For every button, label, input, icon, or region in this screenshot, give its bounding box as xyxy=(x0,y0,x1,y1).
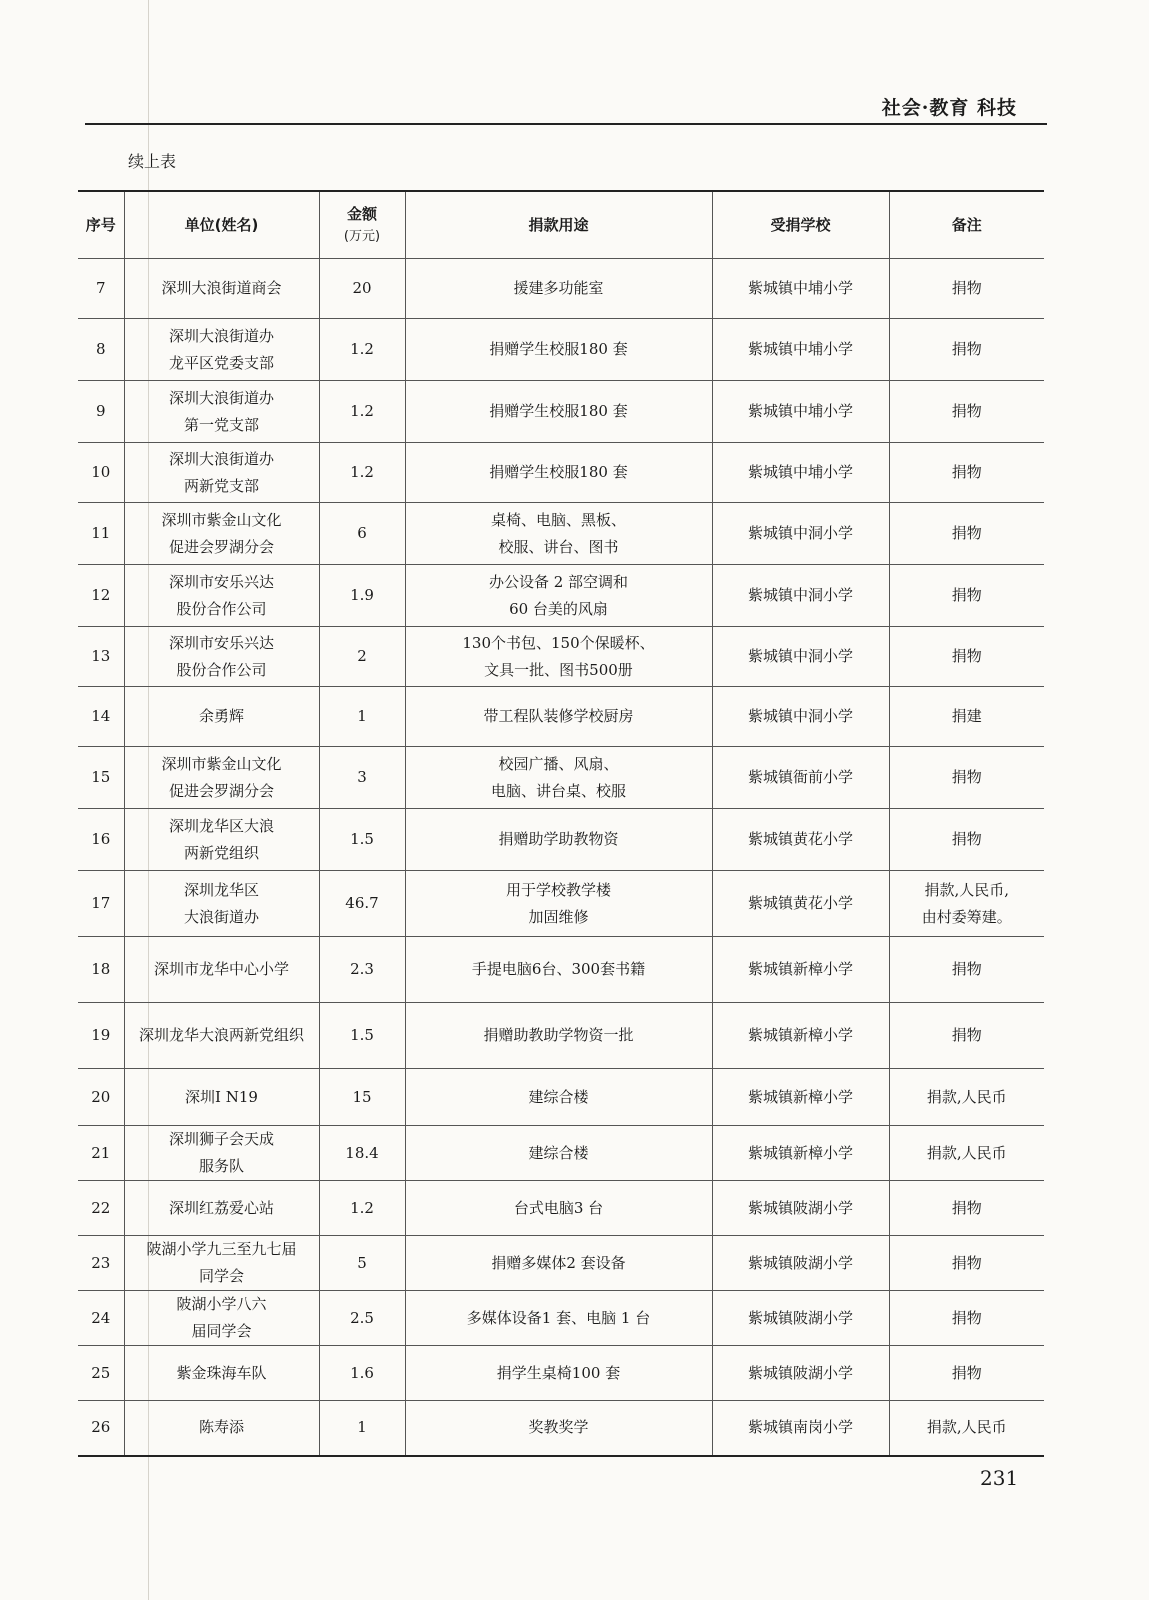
cell-note-line: 捐物 xyxy=(951,960,982,978)
cell-note-line: 捐物 xyxy=(951,402,982,420)
page-header xyxy=(85,93,1047,125)
cell-seq: 17 xyxy=(78,871,124,937)
cell-note xyxy=(889,1126,1044,1181)
cell-note xyxy=(889,1069,1044,1126)
cell-purpose xyxy=(405,747,712,809)
cell-unit xyxy=(124,1181,319,1236)
cell-unit-line: 深圳红荔爱心站 xyxy=(168,1198,274,1217)
cell-unit-line: 深圳大浪街道商会 xyxy=(161,279,282,297)
cell-purpose xyxy=(405,627,712,687)
header-note: 备注 xyxy=(889,191,1044,259)
cell-unit xyxy=(124,809,319,871)
cell-note xyxy=(889,319,1044,381)
cell-school: 紫城镇南岗小学 xyxy=(712,1401,889,1456)
cell-purpose xyxy=(405,1401,712,1456)
cell-note xyxy=(889,1291,1044,1346)
cell-note xyxy=(889,1346,1044,1401)
cell-unit xyxy=(124,1346,319,1401)
cell-purpose-line: 用于学校教学楼 xyxy=(505,880,611,899)
cell-unit-line: 龙平区党委支部 xyxy=(168,353,274,372)
cell-seq: 15 xyxy=(78,747,124,809)
cell-note xyxy=(889,443,1044,503)
cell-note-line: 捐物 xyxy=(951,1363,982,1382)
cell-school: 紫城镇陂湖小学 xyxy=(712,1181,889,1236)
cell-purpose xyxy=(405,319,712,381)
cell-amount: 1.2 xyxy=(319,1181,405,1236)
cell-purpose-line: 办公设备 2 部空调和 xyxy=(488,572,629,591)
cell-amount: 1.5 xyxy=(319,1003,405,1069)
cell-amount: 2.5 xyxy=(319,1291,405,1346)
cell-unit-line: 深圳狮子会天成 xyxy=(168,1130,274,1148)
cell-unit xyxy=(124,1003,319,1069)
cell-school: 紫城镇新樟小学 xyxy=(712,1003,889,1069)
cell-unit xyxy=(124,381,319,443)
table-header-row xyxy=(78,191,1044,259)
cell-school: 紫城镇新樟小学 xyxy=(712,937,889,1003)
cell-unit xyxy=(124,937,319,1003)
cell-amount: 20 xyxy=(319,259,405,319)
cell-note xyxy=(889,503,1044,565)
cell-amount: 1.2 xyxy=(319,319,405,381)
cell-purpose-line: 多媒体设备1 套、电脑 1 台 xyxy=(466,1308,651,1327)
cell-school: 紫城镇中洞小学 xyxy=(712,565,889,627)
table-row xyxy=(78,1126,1044,1181)
cell-purpose-line: 捐赠学生校服180 套 xyxy=(489,463,628,481)
cell-school: 紫城镇中洞小学 xyxy=(712,627,889,687)
cell-seq: 22 xyxy=(78,1181,124,1236)
table-row xyxy=(78,503,1044,565)
cell-purpose xyxy=(405,1291,712,1346)
table-row xyxy=(78,747,1044,809)
cell-unit-line: 陈寿添 xyxy=(198,1418,244,1437)
cell-note-line: 捐物 xyxy=(951,1198,982,1217)
cell-note-line: 捐款,人民币 xyxy=(926,1418,1007,1437)
cell-note-line: 捐物 xyxy=(951,586,982,604)
cell-purpose-line: 捐赠多媒体2 套设备 xyxy=(491,1253,626,1272)
cell-seq: 18 xyxy=(78,937,124,1003)
cell-amount: 1 xyxy=(319,687,405,747)
cell-amount: 15 xyxy=(319,1069,405,1126)
cell-unit-line: 深圳大浪街道办 xyxy=(168,449,274,468)
cell-unit-line: 深圳大浪街道办 xyxy=(168,326,274,345)
cell-purpose xyxy=(405,687,712,747)
cell-purpose-line: 130个书包、150个保暖杯、 xyxy=(462,633,655,652)
cell-note xyxy=(889,627,1044,687)
cell-note xyxy=(889,1401,1044,1456)
cell-amount: 1.2 xyxy=(319,381,405,443)
cell-note-line: 捐物 xyxy=(951,830,982,848)
cell-note xyxy=(889,687,1044,747)
table-row xyxy=(78,319,1044,381)
cell-seq: 14 xyxy=(78,687,124,747)
table-row xyxy=(78,809,1044,871)
cell-note-line: 由村委筹建。 xyxy=(921,907,1012,926)
cell-amount: 1.5 xyxy=(319,809,405,871)
cell-amount: 46.7 xyxy=(319,871,405,937)
cell-seq: 7 xyxy=(78,259,124,319)
cell-unit xyxy=(124,627,319,687)
cell-school: 紫城镇中洞小学 xyxy=(712,687,889,747)
table-row xyxy=(78,871,1044,937)
cell-purpose-line: 奖教奖学 xyxy=(528,1418,589,1437)
header-amount-label: 金额 xyxy=(346,205,377,223)
cell-note-line: 捐建 xyxy=(951,707,982,725)
table-row xyxy=(78,1401,1044,1456)
cell-school: 紫城镇陂湖小学 xyxy=(712,1236,889,1291)
cell-amount: 6 xyxy=(319,503,405,565)
cell-note xyxy=(889,259,1044,319)
cell-purpose-line: 建综合楼 xyxy=(528,1143,589,1162)
cell-unit-line: 大浪街道办 xyxy=(183,907,259,926)
page-number: 231 xyxy=(980,1466,1019,1490)
table-row xyxy=(78,1181,1044,1236)
cell-purpose-line: 手提电脑6台、300套书籍 xyxy=(471,960,646,978)
cell-note xyxy=(889,1236,1044,1291)
cell-note xyxy=(889,937,1044,1003)
cell-seq: 20 xyxy=(78,1069,124,1126)
cell-unit-line: 陂湖小学九三至九七届 xyxy=(146,1240,297,1258)
cell-school: 紫城镇黄花小学 xyxy=(712,871,889,937)
cell-purpose xyxy=(405,871,712,937)
header-amount-unit: (万元) xyxy=(343,229,381,244)
cell-unit xyxy=(124,1236,319,1291)
header-school: 受捐学校 xyxy=(712,191,889,259)
donation-table xyxy=(78,190,1044,1457)
header-amount xyxy=(319,191,405,259)
table-row xyxy=(78,687,1044,747)
cell-seq: 24 xyxy=(78,1291,124,1346)
cell-purpose-line: 捐赠学生校服180 套 xyxy=(489,340,628,358)
cell-seq: 11 xyxy=(78,503,124,565)
table-row xyxy=(78,1291,1044,1346)
cell-note-line: 捐物 xyxy=(951,1026,982,1044)
cell-unit-line: 余勇辉 xyxy=(198,707,244,725)
cell-seq: 19 xyxy=(78,1003,124,1069)
cell-unit-line: 促进会罗湖分会 xyxy=(168,781,274,800)
cell-purpose-line: 带工程队装修学校厨房 xyxy=(483,707,634,725)
cell-unit-line: 届同学会 xyxy=(191,1322,252,1340)
cell-seq: 26 xyxy=(78,1401,124,1456)
cell-amount: 2 xyxy=(319,627,405,687)
cell-seq: 13 xyxy=(78,627,124,687)
cell-school: 紫城镇中埔小学 xyxy=(712,443,889,503)
cell-purpose xyxy=(405,1181,712,1236)
cell-purpose-line: 捐赠学生校服180 套 xyxy=(489,402,628,420)
cell-note-line: 捐款,人民币 xyxy=(926,1087,1007,1106)
cell-purpose-line: 60 台美的风扇 xyxy=(509,599,608,618)
cell-unit xyxy=(124,1401,319,1456)
cell-purpose-line: 捐赠助教助学物资一批 xyxy=(483,1026,634,1044)
cell-note-line: 捐款,人民币, xyxy=(924,880,1010,899)
cell-purpose-line: 捐赠助学助教物资 xyxy=(498,830,619,848)
cell-unit xyxy=(124,1069,319,1126)
cell-school: 紫城镇陂湖小学 xyxy=(712,1346,889,1401)
cell-note xyxy=(889,809,1044,871)
cell-amount: 1.6 xyxy=(319,1346,405,1401)
cell-purpose xyxy=(405,937,712,1003)
cell-purpose xyxy=(405,443,712,503)
table-row xyxy=(78,627,1044,687)
cell-purpose-line: 建综合楼 xyxy=(528,1087,589,1106)
cell-purpose xyxy=(405,1346,712,1401)
cell-purpose-line: 校服、讲台、图书 xyxy=(498,537,619,556)
cell-note-line: 捐款,人民币 xyxy=(926,1143,1007,1162)
cell-seq: 21 xyxy=(78,1126,124,1181)
cell-unit xyxy=(124,443,319,503)
table-row xyxy=(78,381,1044,443)
cell-unit-line: 深圳大浪街道办 xyxy=(168,388,274,407)
cell-school: 紫城镇新樟小学 xyxy=(712,1069,889,1126)
cell-unit-line: 服务队 xyxy=(198,1157,244,1175)
cell-unit-line: 深圳I N19 xyxy=(185,1087,258,1106)
cell-unit-line: 深圳市紫金山文化 xyxy=(161,754,282,773)
cell-unit-line: 深圳市紫金山文化 xyxy=(161,510,282,529)
cell-note xyxy=(889,381,1044,443)
cell-purpose xyxy=(405,1003,712,1069)
cell-school: 紫城镇中埔小学 xyxy=(712,319,889,381)
cell-unit-line: 深圳市龙华中心小学 xyxy=(153,960,289,978)
cell-unit-line: 深圳龙华大浪两新党组织 xyxy=(138,1026,304,1044)
cell-note xyxy=(889,565,1044,627)
cell-amount: 18.4 xyxy=(319,1126,405,1181)
cell-seq: 10 xyxy=(78,443,124,503)
cell-purpose-line: 援建多功能室 xyxy=(513,279,604,297)
cell-unit xyxy=(124,1126,319,1181)
cell-unit xyxy=(124,565,319,627)
cell-school: 紫城镇黄花小学 xyxy=(712,809,889,871)
cell-note-line: 捐物 xyxy=(951,768,982,786)
cell-note-line: 捐物 xyxy=(951,524,982,542)
cell-note-line: 捐物 xyxy=(951,463,982,481)
cell-purpose xyxy=(405,259,712,319)
cell-purpose-line: 加固维修 xyxy=(528,907,589,926)
cell-unit-line: 股份合作公司 xyxy=(176,660,267,679)
cell-purpose xyxy=(405,809,712,871)
cell-unit xyxy=(124,747,319,809)
cell-note-line: 捐物 xyxy=(951,279,982,297)
cell-note-line: 捐物 xyxy=(951,340,982,358)
section-title: 社会·教育 科技 xyxy=(881,97,1017,119)
table-row xyxy=(78,937,1044,1003)
table-row xyxy=(78,1236,1044,1291)
table-row xyxy=(78,1069,1044,1126)
cell-unit-line: 深圳龙华区 xyxy=(183,880,259,899)
cell-amount: 5 xyxy=(319,1236,405,1291)
cell-amount: 1 xyxy=(319,1401,405,1456)
cell-note xyxy=(889,1181,1044,1236)
cell-purpose-line: 文具一批、图书500册 xyxy=(484,660,633,679)
cell-unit xyxy=(124,871,319,937)
cell-seq: 8 xyxy=(78,319,124,381)
cell-note xyxy=(889,1003,1044,1069)
cell-school: 紫城镇中埔小学 xyxy=(712,259,889,319)
cell-note-line: 捐物 xyxy=(951,1308,982,1327)
cell-unit-line: 深圳龙华区大浪 xyxy=(168,816,274,835)
cell-unit-line: 两新党组织 xyxy=(183,843,259,862)
cell-amount: 1.9 xyxy=(319,565,405,627)
cell-unit xyxy=(124,259,319,319)
cell-school: 紫城镇衙前小学 xyxy=(712,747,889,809)
cell-school: 紫城镇陂湖小学 xyxy=(712,1291,889,1346)
cell-amount: 3 xyxy=(319,747,405,809)
cell-school: 紫城镇中埔小学 xyxy=(712,381,889,443)
cell-seq: 16 xyxy=(78,809,124,871)
cell-unit-line: 紫金珠海车队 xyxy=(176,1363,267,1382)
cell-unit xyxy=(124,687,319,747)
cell-unit-line: 陂湖小学八六 xyxy=(176,1295,267,1313)
header-seq: 序号 xyxy=(78,191,124,259)
cell-purpose-line: 电脑、讲台桌、校服 xyxy=(490,781,626,800)
cell-unit-line: 深圳市安乐兴达 xyxy=(168,572,274,591)
cell-unit-line: 股份合作公司 xyxy=(176,599,267,618)
cell-unit-line: 两新党支部 xyxy=(183,476,259,495)
cell-unit xyxy=(124,1291,319,1346)
cell-school: 紫城镇新樟小学 xyxy=(712,1126,889,1181)
table-row xyxy=(78,1346,1044,1401)
cell-seq: 9 xyxy=(78,381,124,443)
cell-unit xyxy=(124,319,319,381)
cell-school: 紫城镇中洞小学 xyxy=(712,503,889,565)
table-row xyxy=(78,565,1044,627)
cell-purpose xyxy=(405,1126,712,1181)
header-purpose: 捐款用途 xyxy=(405,191,712,259)
cell-seq: 25 xyxy=(78,1346,124,1401)
cell-purpose xyxy=(405,565,712,627)
cell-seq: 12 xyxy=(78,565,124,627)
table-row xyxy=(78,1003,1044,1069)
cell-purpose xyxy=(405,381,712,443)
table-body xyxy=(78,259,1044,1456)
cell-note xyxy=(889,747,1044,809)
cell-amount: 2.3 xyxy=(319,937,405,1003)
table-row xyxy=(78,259,1044,319)
cell-purpose-line: 台式电脑3 台 xyxy=(513,1198,604,1217)
cell-note-line: 捐物 xyxy=(951,1253,982,1272)
cell-unit-line: 深圳市安乐兴达 xyxy=(168,633,274,652)
cell-purpose xyxy=(405,503,712,565)
cell-purpose-line: 桌椅、电脑、黑板、 xyxy=(490,510,626,529)
cell-unit-line: 促进会罗湖分会 xyxy=(168,537,274,556)
cell-purpose-line: 校园广播、风扇、 xyxy=(498,754,619,773)
table-row xyxy=(78,443,1044,503)
cell-purpose xyxy=(405,1236,712,1291)
table-caption: 续上表 xyxy=(128,152,177,171)
cell-unit xyxy=(124,503,319,565)
cell-seq: 23 xyxy=(78,1236,124,1291)
cell-unit-line: 第一党支部 xyxy=(183,415,259,434)
cell-unit-line: 同学会 xyxy=(198,1267,244,1285)
cell-amount: 1.2 xyxy=(319,443,405,503)
cell-note xyxy=(889,871,1044,937)
header-unit: 单位(姓名) xyxy=(124,191,319,259)
cell-note-line: 捐物 xyxy=(951,647,982,665)
cell-purpose xyxy=(405,1069,712,1126)
cell-purpose-line: 捐学生桌椅100 套 xyxy=(496,1363,621,1382)
